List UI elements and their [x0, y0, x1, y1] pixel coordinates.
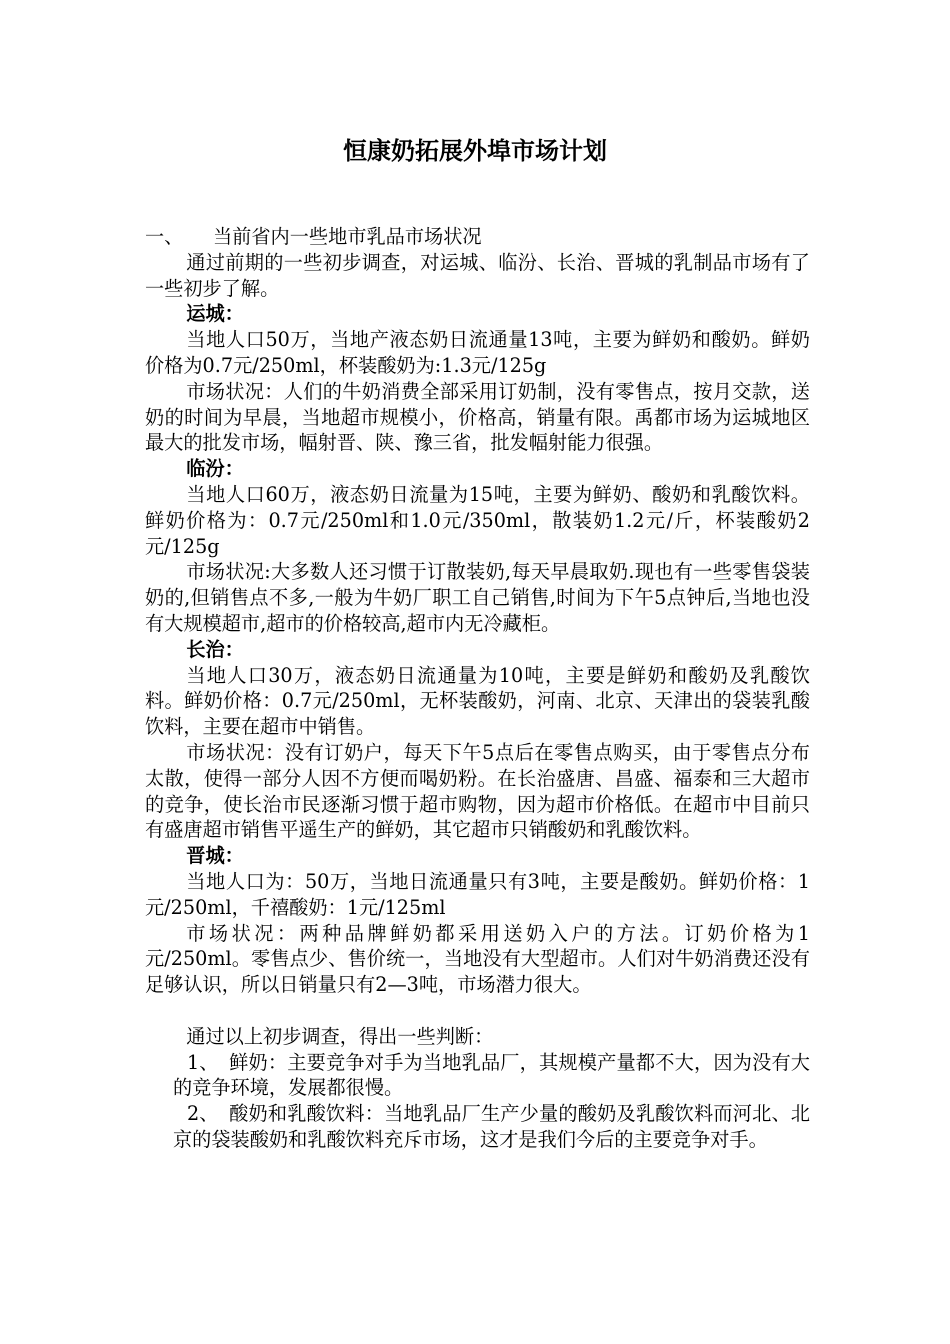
- paragraph: 当地人口50万，当地产液态奶日流通量13吨，主要为鲜奶和酸奶。鲜奶价格为0.7元/250ml，杯装酸奶为:1.3元/125g: [145, 328, 810, 377]
- list-item-number: 2、: [187, 1102, 219, 1126]
- list-item: [145, 1050, 810, 1102]
- document-title: 恒康奶拓展外埠市场计划: [343, 136, 607, 165]
- paragraph: 市场状况：两种品牌鲜奶都采用送奶入户的方法。订奶价格为1元/250ml。零售点少、售价统一，当地没有大型超市。人们对牛奶消费还没有足够认识，所以日销量只有2—3吨，市场潜力很大。: [145, 921, 810, 997]
- paragraph: 市场状况：人们的牛奶消费全部采用订奶制，没有零售点，按月交款，送奶的时间为早晨，当地超市规模小，价格高，销量有限。禹都市场为运城地区最大的批发市场，幅射晋、陕、豫三省，批发幅射能力很强。: [145, 379, 810, 455]
- paragraph: 市场状况：没有订奶户，每天下午5点后在零售点购买，由于零售点分布太散，使得一部分人因不方便而喝奶粉。在长治盛唐、昌盛、福泰和三大超市的竞争，使长治市民逐渐习惯于超市购物，因为超市价格低。在超市中目前只有盛唐超市销售平遥生产的鲜奶，其它超市只销酸奶和乳酸饮料。: [145, 740, 810, 842]
- blank-line: [145, 998, 810, 1024]
- city-heading-yuncheng: 运城：: [186, 302, 244, 326]
- paragraph: 当地人口为：50万，当地日流通量只有3吨，主要是酸奶。鲜奶价格：1元/250ml，千禧酸奶：1元/125ml: [145, 869, 810, 919]
- section-heading: [145, 224, 810, 250]
- city-heading-jincheng: 晋城：: [186, 844, 244, 868]
- section-number: 一、: [145, 225, 184, 248]
- conclusion-intro: 通过以上初步调查，得出一些判断：: [186, 1024, 494, 1048]
- paragraph: 当地人口60万，液态奶日流量为15吨，主要为鲜奶、酸奶和乳酸饮料。鲜奶价格为：0.7元/250ml和1.0元/350ml，散装奶1.2元/斤，杯装酸奶2元/125g: [145, 482, 810, 558]
- section-title: 当前省内一些地市乳品市场状况: [213, 225, 482, 248]
- list-item-number: 1、: [187, 1050, 219, 1074]
- list-item-text: 鲜奶：主要竞争对手为当地乳品厂，其规模产量都不大，因为没有大的竞争环境，发展都很慢。: [173, 1050, 810, 1100]
- list-item-text: 酸奶和乳酸饮料：当地乳品厂生产少量的酸奶及乳酸饮料而河北、北京的袋装酸奶和乳酸饮料充斥市场，这才是我们今后的主要竞争对手。: [173, 1102, 810, 1151]
- city-heading-linfen: 临汾：: [186, 457, 244, 481]
- paragraph: 当地人口30万，液态奶日流通量为10吨，主要是鲜奶和酸奶及乳酸饮料。鲜奶价格：0.7元/250ml，无杯装酸奶，河南、北京、天津出的袋装乳酸饮料，主要在超市中销售。: [145, 663, 810, 739]
- list-item: [145, 1101, 810, 1153]
- intro-paragraph: 通过前期的一些初步调查，对运城、临汾、长治、晋城的乳制品市场有了一些初步了解。: [145, 250, 810, 300]
- paragraph: 市场状况:大多数人还习惯于订散装奶,每天早晨取奶.现也有一些零售袋装奶的,但销售点不多,一般为牛奶厂职工自己销售,时间为下午5点钟后,当地也没有大规模超市,超市的价格较高,超市内无冷藏柜。: [145, 560, 810, 635]
- city-heading-changzhi: 长治：: [186, 637, 244, 661]
- document-body: [145, 224, 810, 1153]
